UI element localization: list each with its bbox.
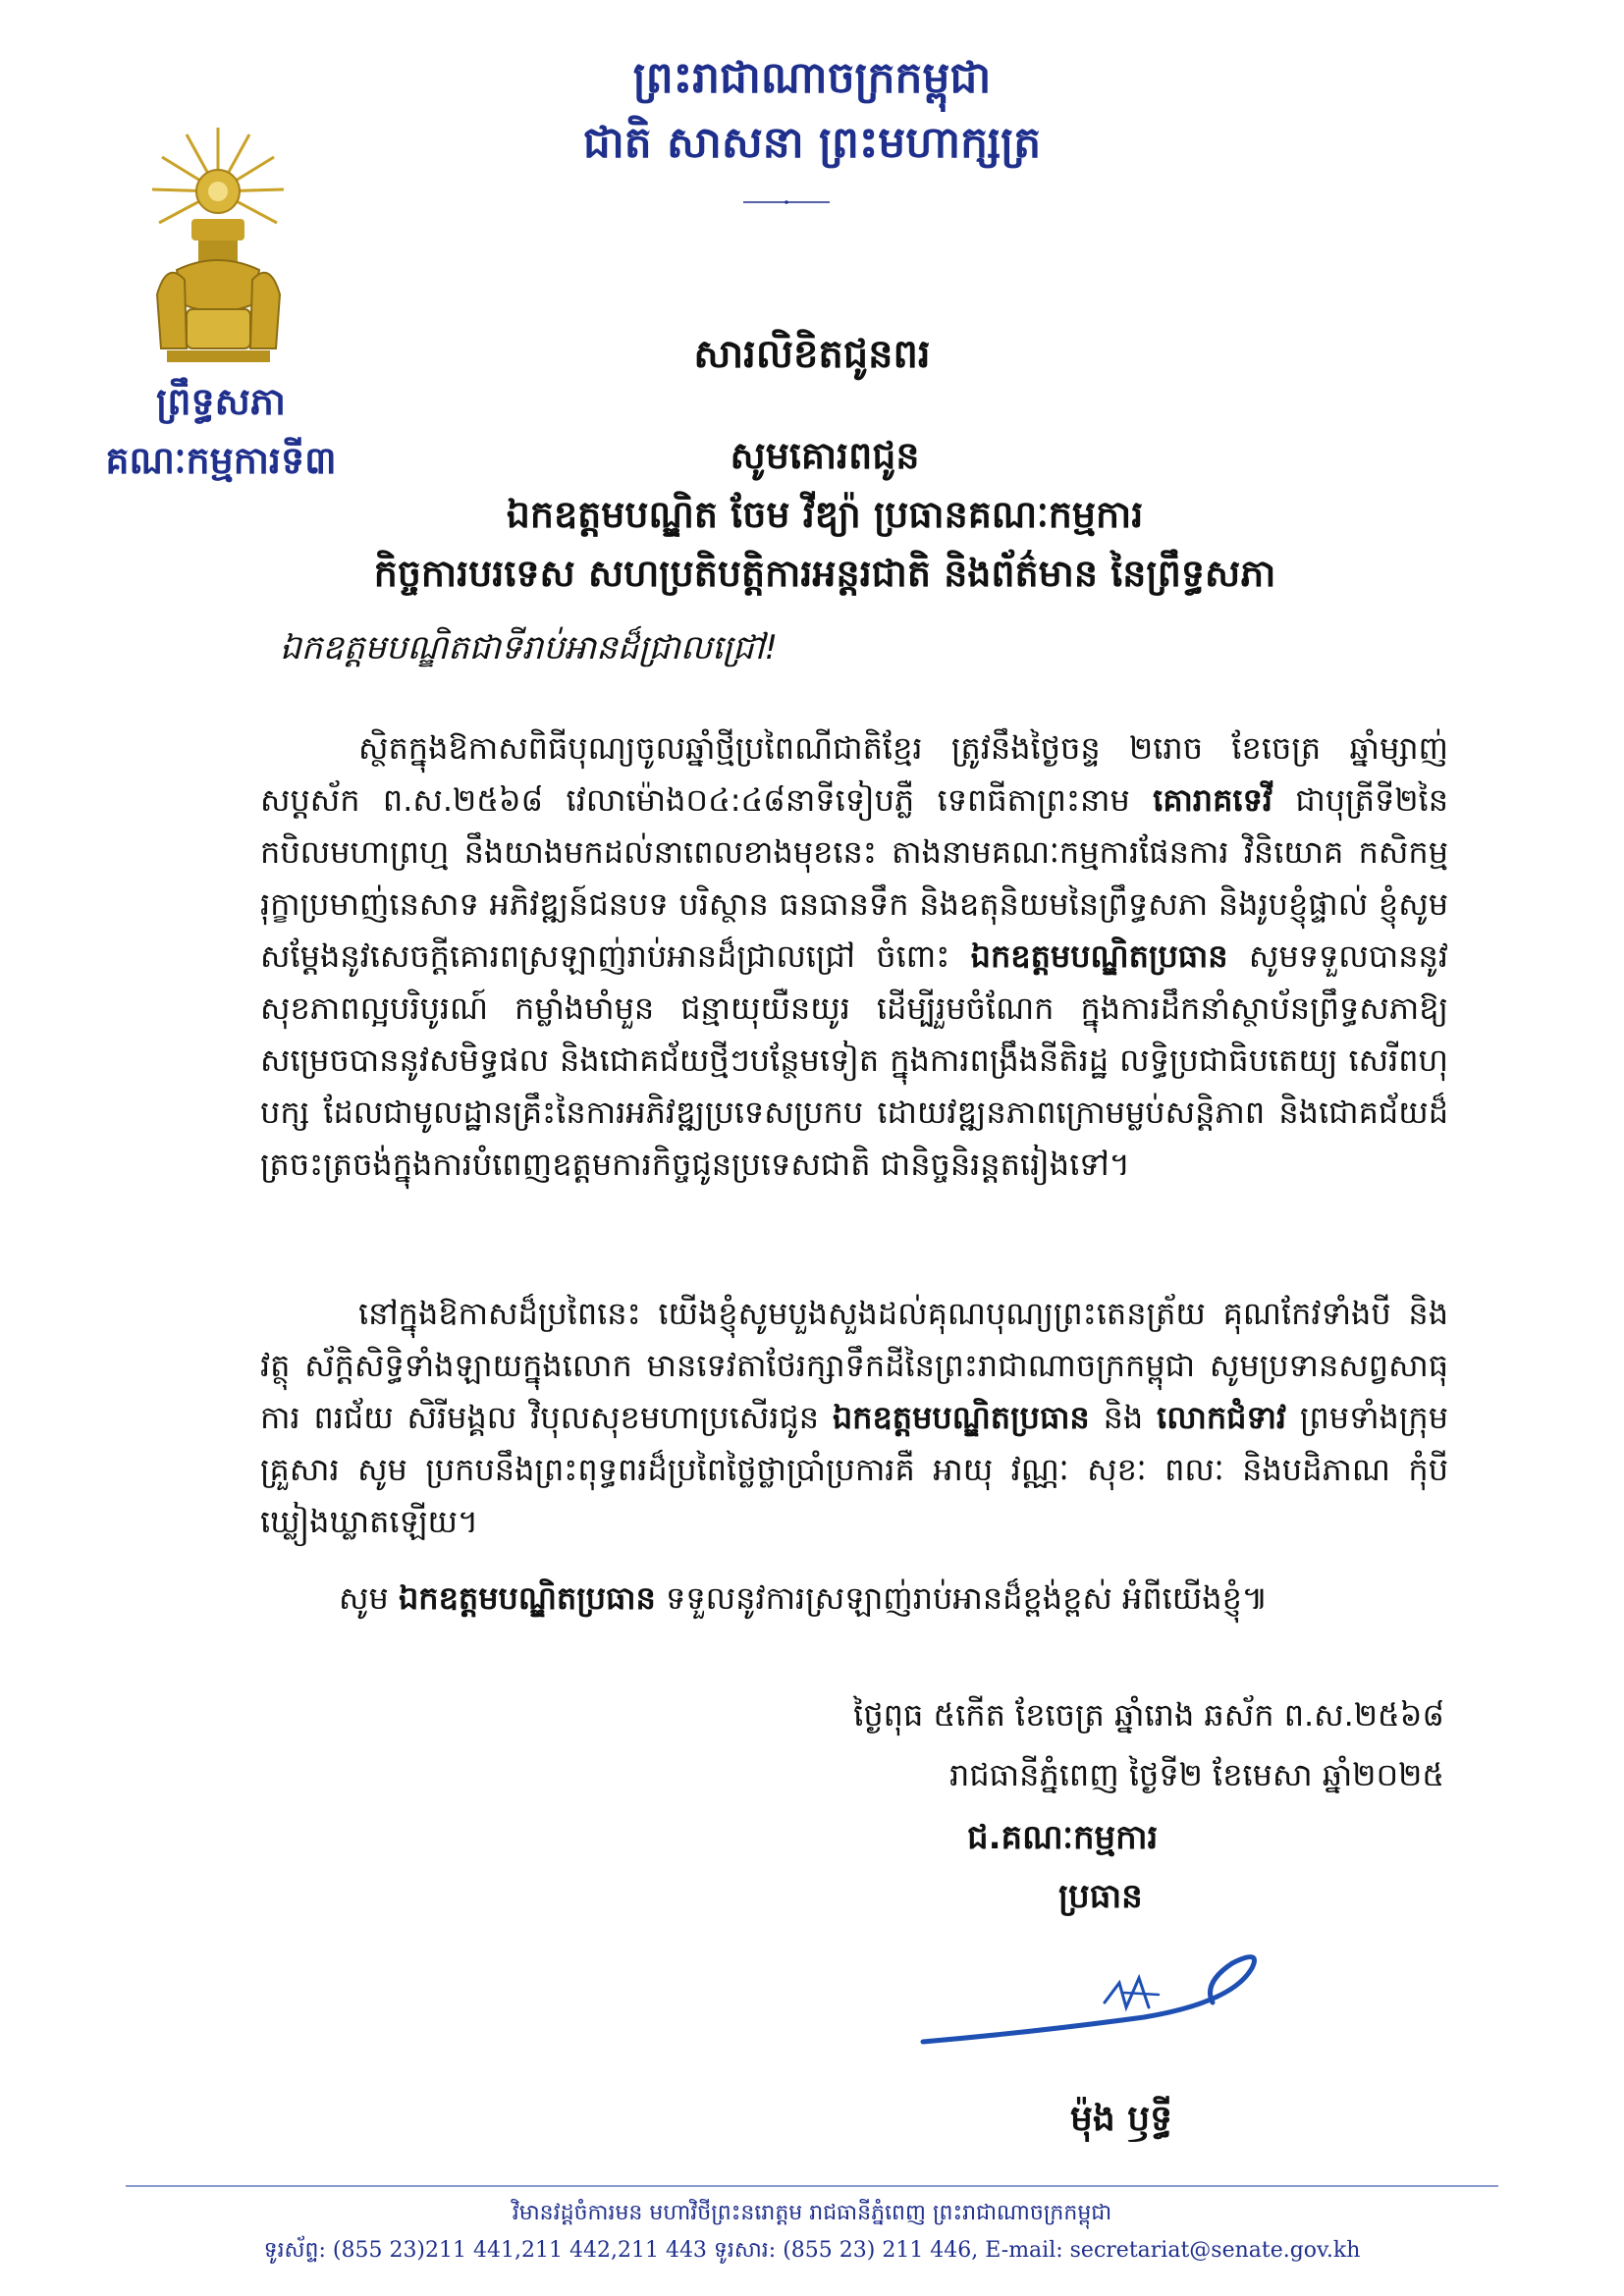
honorific: ឯកឧត្តមបណ្ឌិតប្រធាន [970,937,1228,975]
on-behalf-label: ជ.គណៈកម្មការ [967,1818,1159,1857]
footer-contacts: ទូរស័ព្ទ: (855 23)211 441,211 442,211 443 ទូរសារ: (855 23) 211 446, E-mail: secretariat@senate.gov.kh [263,2238,1361,2263]
deity-name: គោរាគទេវី [1153,781,1273,819]
para1-text-b: ជាបុត្រីទី២នៃកបិលមហាព្រហ្ម នឹងយាងមកដល់នាពេលខាងមុខនេះ តាងនាមគណៈកម្មការផែនការ វិនិយោគ កសិកម្ម រុក្ខាប្រមាញ់នេសាទ អភិវឌ្ឍន៍ជនបទ បរិស្ថាន ធនធានទឹក និងឧតុនិយមនៃព្រឹទ្ធសភា និងរូបខ្ញុំផ្ទាល់ ខ្ញុំសូមសម្តែងនូវសេចក្តីគោរពស្រឡាញ់រាប់អានដ៏ជ្រាលជ្រៅ ចំពោះ [260,781,1449,975]
addressee-line-2: ឯកឧត្តមបណ្ឌិត ចែម វីឌ្យ៉ា ប្រធានគណៈកម្មការ [506,493,1144,536]
committee-name: គណៈកម្មការទី៣ [105,439,337,482]
salutation: ឯកឧត្តមបណ្ឌិតជាទីរាប់អានដ៏ជ្រាលជ្រៅ! [280,628,779,667]
para1-text-a: ស្ថិតក្នុងឱកាសពិធីបុណ្យចូលឆ្នាំថ្មីប្រពៃណីជាតិខ្មែរ ត្រូវនឹងថ្ងៃចន្ទ ២រោច ខែចេត្រ ឆ្នាំម្សាញ់ សប្តស័ក ព.ស.២៥៦៨ វេលាម៉ោង០៤:៤៨នាទីទៀបភ្លឺ ទេពធីតាព្រះនាម [260,729,1448,819]
national-motto: ជាតិ សាសនា ព្រះមហាក្សត្រ [582,118,1042,168]
honorific: ឯកឧត្តមបណ្ឌិតប្រធាន [832,1399,1090,1436]
ornament-divider [743,200,830,204]
body-paragraph-1 [260,722,1448,1191]
para1-text-c: សូមទទួលបាននូវសុខភាពល្អបរិបូរណ៍ កម្លាំងមាំមួន ជន្មាយុយឺនយូរ ដើម្បីរួមចំណែក ក្នុងការដឹកនាំស្ថាប័នព្រឹទ្ធសភាឱ្យសម្រេចបាននូវសមិទ្ធផល និងជោគជ័យថ្មីៗបន្ថែមទៀត ក្នុងការពង្រឹងនីតិរដ្ឋ លទ្ធិប្រជាធិបតេយ្យ សេរីពហុបក្ស ដែលជាមូលដ្ឋានគ្រឹះនៃការអភិវឌ្ឍប្រទេសប្រកប ដោយវឌ្ឍនភាពក្រោមម្លប់សន្តិភាព និងជោគជ័យដ៏ត្រចះត្រចង់ក្នុងការបំពេញឧត្តមការកិច្ចជូនប្រទេសជាតិ ជានិច្ចនិរន្តតរៀងទៅ។ [260,937,1449,1183]
para2-and: និង [1089,1399,1158,1436]
handwritten-signature [918,1924,1272,2091]
para2-text-a: នៅក្នុងឱកាសដ៏ប្រពៃនេះ យើងខ្ញុំសូមបួងសួងដល់គុណបុណ្យព្រះតេនត្រ័យ គុណកែវទាំងបី និងវត្ថុ ស័ក្តិសិទ្ធិទាំងឡាយក្នុងលោក មានទេវតាថែរក្សាទឹកដីនៃព្រះរាជាណាចក្រកម្ពុជា សូមប្រទានសព្វសាធុការ ពរជ័យ សិរីមង្គល វិបុលសុខមហាប្រសើរជូន [260,1295,1448,1436]
solar-date: រាជធានីភ្នំពេញ ថ្ងៃទី២ ខែមេសា ឆ្នាំ២០២៥ [949,1756,1444,1793]
lady-honorific: លោកជំទាវ [1157,1399,1287,1436]
addressee-line-3: កិច្ចការបរទេស សហប្រតិបត្តិការអន្តរជាតិ និងព័ត៌មាន នៃព្រឹទ្ធសភា [373,552,1276,595]
honorific: ឯកឧត្តមបណ្ឌិតប្រធាន [398,1579,656,1617]
footer-divider [126,2185,1498,2187]
role-label: ប្រធាន [1058,1877,1143,1916]
closing-text-a: សូម [339,1579,399,1617]
footer-address: វិមានវដ្ដចំការមន មហាវិថីព្រះនរោត្តម រាជធានីភ្នំពេញ ព្រះរាជាណាចក្រកម្ពុជា [512,2201,1112,2225]
body-paragraph-2 [260,1288,1448,1548]
closing-text-b: ទទួលនូវការស្រឡាញ់រាប់អានដ៏ខ្ពង់ខ្ពស់ អំពីយើងខ្ញុំ៕ [655,1579,1269,1617]
org-name: ព្រឹទ្ធសភា [156,380,286,423]
letter-title: សារលិខិតជូនពរ [693,332,931,377]
signer-name: ម៉ុង ឫទ្ធី [1070,2099,1172,2139]
lunar-date: ថ្ងៃពុធ ៥កើត ខែចេត្រ ឆ្នាំរោង ឆស័ក ព.ស.២៥៦៨ [853,1696,1444,1734]
closing-line [339,1578,1268,1625]
kingdom-title: ព្រះរាជាណាចក្រកម្ពុជា [632,53,992,103]
addressee-line-1: សូមគោរពជូន [730,434,920,477]
para2-text-b: ព្រមទាំងក្រុមគ្រួសារ សូម ប្រកបនឹងព្រះពុទ្ធពរដ៏ប្រពៃថ្លៃថ្លាប្រាំប្រការគឺ អាយុ វណ្ណៈ សុខៈ ពលៈ និងបដិភាណ កុំបីឃ្លៀងឃ្លាតឡើយ។ [260,1399,1449,1540]
